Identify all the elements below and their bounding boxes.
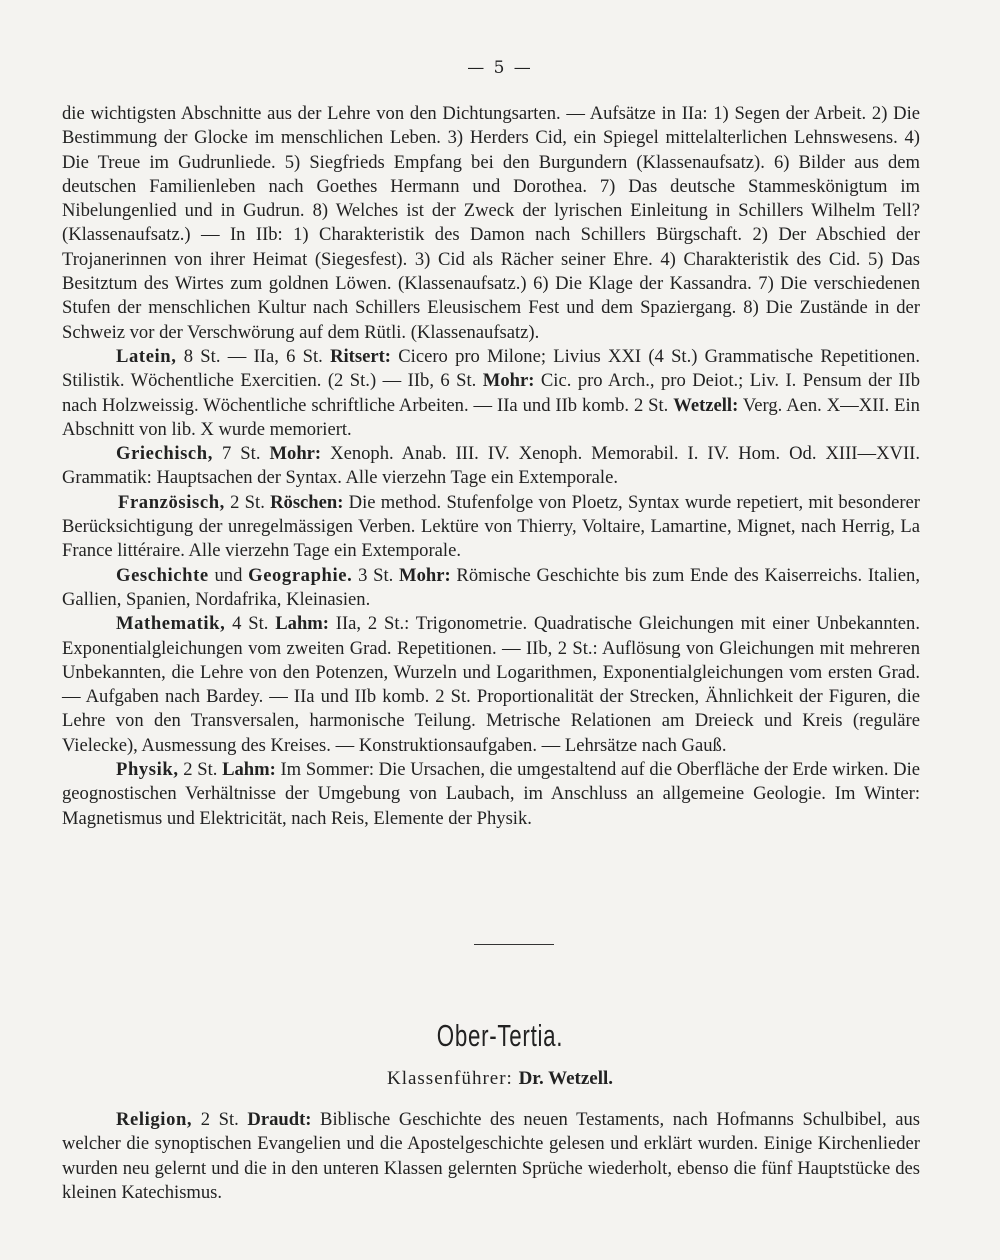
subject-physics: Physik, [116,759,179,781]
latin-text-2: Cicero pro Milone; Livius XXI (4 St.) Grammatische Repetitionen. Stilistik. Wöchentliche Exercitien. (2 St.) — IIb, 6 St. [62,345,921,392]
greek-text-2: Xenoph. Anab. III. IV. Xenoph. Memorabil. I. IV. Hom. Od. XIII—XVII. Grammatik: Hauptsachen der Syntax. Alle vierzehn Tage ein Extemporale. [62,443,920,489]
latin-text-3: Cic. pro Arch., pro Deiot.; Liv. I. Pensum der IIb nach Holzweissig. Wöchentliche schriftliche Arbeiten. — IIa und IIb komb. 2 St. [62,370,921,416]
physics-text-2: Im Sommer: Die Ursachen, die umgestaltend auf die Oberfläche der Erde wirken. Die geognostischen Verhältnisse der Umgebung von Laubach, im Anschluss an allgemeine Geologie. Im Winter: Magnetismus und Elektricität, nach Reis, Elemente der Physik. [62,759,920,829]
french-text-1: 2 St. [224,491,271,513]
history-paragraph [62,564,920,613]
subject-latin: Latein, [116,345,177,367]
history-text-1: 3 St. [352,564,400,586]
physics-paragraph [62,758,920,831]
math-paragraph [62,612,920,758]
physics-text-1: 2 St. [178,759,223,781]
teacher-mohr: Mohr: [482,370,535,392]
latin-text-4: Verg. Aen. X—XII. Ein Abschnitt von lib. X wurde memoriert. [62,394,920,440]
math-text-1: 4 St. [225,613,276,635]
curriculum-upper-section [62,102,920,831]
subject-greek: Griechisch, [116,443,213,465]
class-leader-name: Dr. Wetzell. [518,1068,614,1089]
german-continuation-paragraph: die wichtigsten Abschnitte aus der Lehre von den Dichtungsarten. — Aufsätze in IIa: 1) Segen der Arbeit. 2) Die Bestimmung der Glocke im menschlichen Leben. 3) Herders Cid, ein Spiegel mittelalterlichen Lehnswesens. 4) Die Treue im Gudrunliede. 5) Siegfrieds Empfang bei den Burgundern (Klassenaufsatz). 6) Bilder aus dem deutschen Familienleben nach Goethes Hermann und Dorothea. 7) Das deutsche Stammeskönigtum im Nibelungenlied und in Gudrun. 8) Welches ist der Zweck der lyrischen Einleitung in Schillers Wilhelm Tell? (Klassenaufsatz.) — In IIb: 1) Charakteristik des Damon nach Schillers Bürgschaft. 2) Der Abschied der Trojanerinnen von ihrer Heimat (Siegesfest). 3) Cid als Rächer seiner Ehre. 4) Charakteristik des Cid. 5) Das Besitztum des Wirtes zum goldnen Löwen. (Klassenaufsatz.) 6) Die Klage der Kassandra. 7) Die verschiedenen Stufen der menschlichen Kultur nach Schillers Eleusischem Fest und dem Spaziergang. 8) Die Zustände in der Schweiz vor der Verschwörung auf dem Rütli. (Klassenaufsatz). [62,103,920,343]
teacher-draudt: Draudt: [247,1109,312,1130]
religion-text-2: Biblische Geschichte des neuen Testaments, nach Hofmanns Schulbibel, aus welcher die synoptischen Evangelien und die Apostelgeschichte gelesen und erklärt wurden. Einige Kirchenlieder wurden neu gelernt und die in den unteren Klassen gelernten Sprüche wiederholt, ebenso die fünf Hauptstücke des kleinen Katechismus. [62,1109,920,1203]
subject-history: Geschichte [116,564,209,586]
subject-religion: Religion, [116,1109,193,1130]
class-heading: Ober-Tertia. [436,1018,564,1053]
teacher-lahm: Lahm: [275,613,329,635]
greek-paragraph [62,442,920,491]
class-leader-label: Klassenführer: [386,1068,519,1089]
section-divider [474,944,554,945]
teacher-wetzell: Wetzell: [673,394,739,416]
subject-french: Französisch, [118,491,225,513]
religion-text-1: 2 St. [192,1109,248,1130]
teacher-mohr: Mohr: [399,564,451,586]
history-und: und [208,564,249,586]
french-paragraph [62,491,920,564]
teacher-roeschen: Röschen: [270,491,344,513]
greek-text-1: 7 St. [212,443,270,465]
french-text-2: Die method. Stufenfolge von Ploetz, Syntax wurde repetiert, mit besonderer Berücksichtigung der unregelmässigen Verben. Lektüre von Thierry, Voltaire, Lamartine, Mignet, nach Herrig, La France littéraire. Alle vierzehn Tage ein Extemporale. [62,491,921,562]
latin-paragraph [62,345,920,442]
history-text-2: Römische Geschichte bis zum Ende des Kaiserreichs. Italien, Gallien, Spanien, Nordafrika, Kleinasien. [62,564,920,610]
page-number: — 5 — [467,58,533,78]
teacher-mohr: Mohr: [269,443,322,465]
latin-text-1: 8 St. — IIa, 6 St. [176,345,331,367]
subject-math: Mathematik, [116,613,226,635]
math-text-2: IIa, 2 St.: Trigonometrie. Quadratische Gleichungen mit einer Unbekannten. Exponentialgleichungen vom zweiten Grad. Repetitionen. — IIb, 2 St.: Auflösung von Gleichungen mit mehreren Unbekannten, die Lehre von den Potenzen, Wurzeln und Logarithmen, Exponentialgleichungen vom ersten Grad. — Aufgaben nach Bardey. — IIa und IIb komb. 2 St. Proportionalität der Strecken, Ähnlichkeit der Figuren, die Lehre von den Transversalen, harmonische Teilung. Metrische Relationen am Dreieck und Kreis (reguläre Vielecke), Ausmessung des Kreises. — Konstruktionsaufgaben. — Lehrsätze nach Gauß. [62,613,921,756]
subject-geography: Geographie. [248,564,353,586]
teacher-ritsert: Ritsert: [330,345,391,367]
religion-paragraph [62,1108,920,1205]
class-leader-line [0,1068,1000,1090]
teacher-lahm: Lahm: [222,759,276,781]
curriculum-lower-section [62,1108,920,1205]
